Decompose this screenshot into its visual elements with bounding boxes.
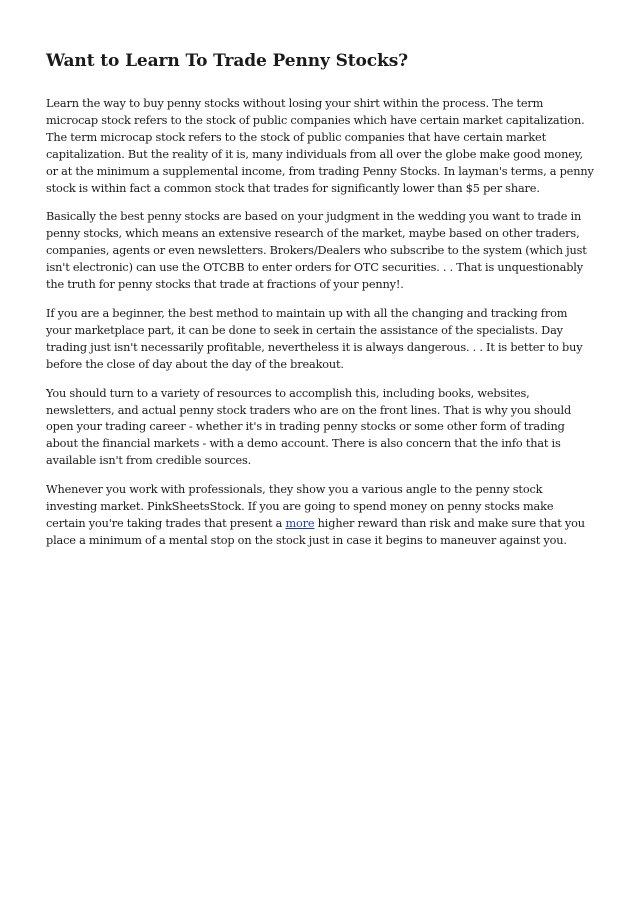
- paragraph-5: [46, 482, 594, 550]
- paragraph-1: Learn the way to buy penny stocks without losing your shirt within the process. The term microcap stock refers to the stock of public companies which have certain market capitalization. The term microcap stock refers to the stock of public companies that have certain market capitalization. But the reality of it is, many individuals from all over the globe make good money, or at the minimum a supplemental income, from trading Penny Stocks. In layman's terms, a penny stock is within fact a common stock that trades for significantly lower than $5 per share.: [46, 97, 594, 195]
- paragraph-3: If you are a beginner, the best method to maintain up with all the changing and tracking from your marketplace part, it can be done to seek in certain the assistance of the specialists. Day trading just isn't necessarily profitable, nevertheless it is always dangerous. . . It is better to buy before the close of day about the day of the breakout.: [46, 306, 583, 371]
- paragraph-5-before-link: Whenever you work with professionals, they show you a various angle to the penny stock investing market. PinkSheetsStock. If you are going to spend money on penny stocks make certain you're taking trades that present a: [46, 483, 554, 530]
- document-title: Want to Learn To Trade Penny Stocks?: [46, 51, 409, 71]
- more-link[interactable]: more: [285, 516, 315, 530]
- paragraph-5-after-link: higher reward than risk and make sure that you place a minimum of a mental stop on the stock just in case it begins to maneuver against you.: [46, 516, 585, 547]
- paragraph-2: Basically the best penny stocks are based on your judgment in the wedding you want to trade in penny stocks, which means an extensive research of the market, maybe based on other traders, companies, agents or even newsletters. Brokers/Dealers who subscribe to the system (which just isn't electronic) can use the OTCBB to enter orders for OTC securities. . . That is unquestionably the truth for penny stocks that trade at fractions of your penny!.: [46, 210, 587, 292]
- document-page: [46, 50, 594, 562]
- paragraph-4: You should turn to a variety of resources to accomplish this, including books, websites, newsletters, and actual penny stock traders who are on the front lines. That is why you should open your trading career - whether it's in trading penny stocks or some other form of trading about the financial markets - with a demo account. There is also concern that the info that is available isn't from credible sources.: [46, 386, 572, 468]
